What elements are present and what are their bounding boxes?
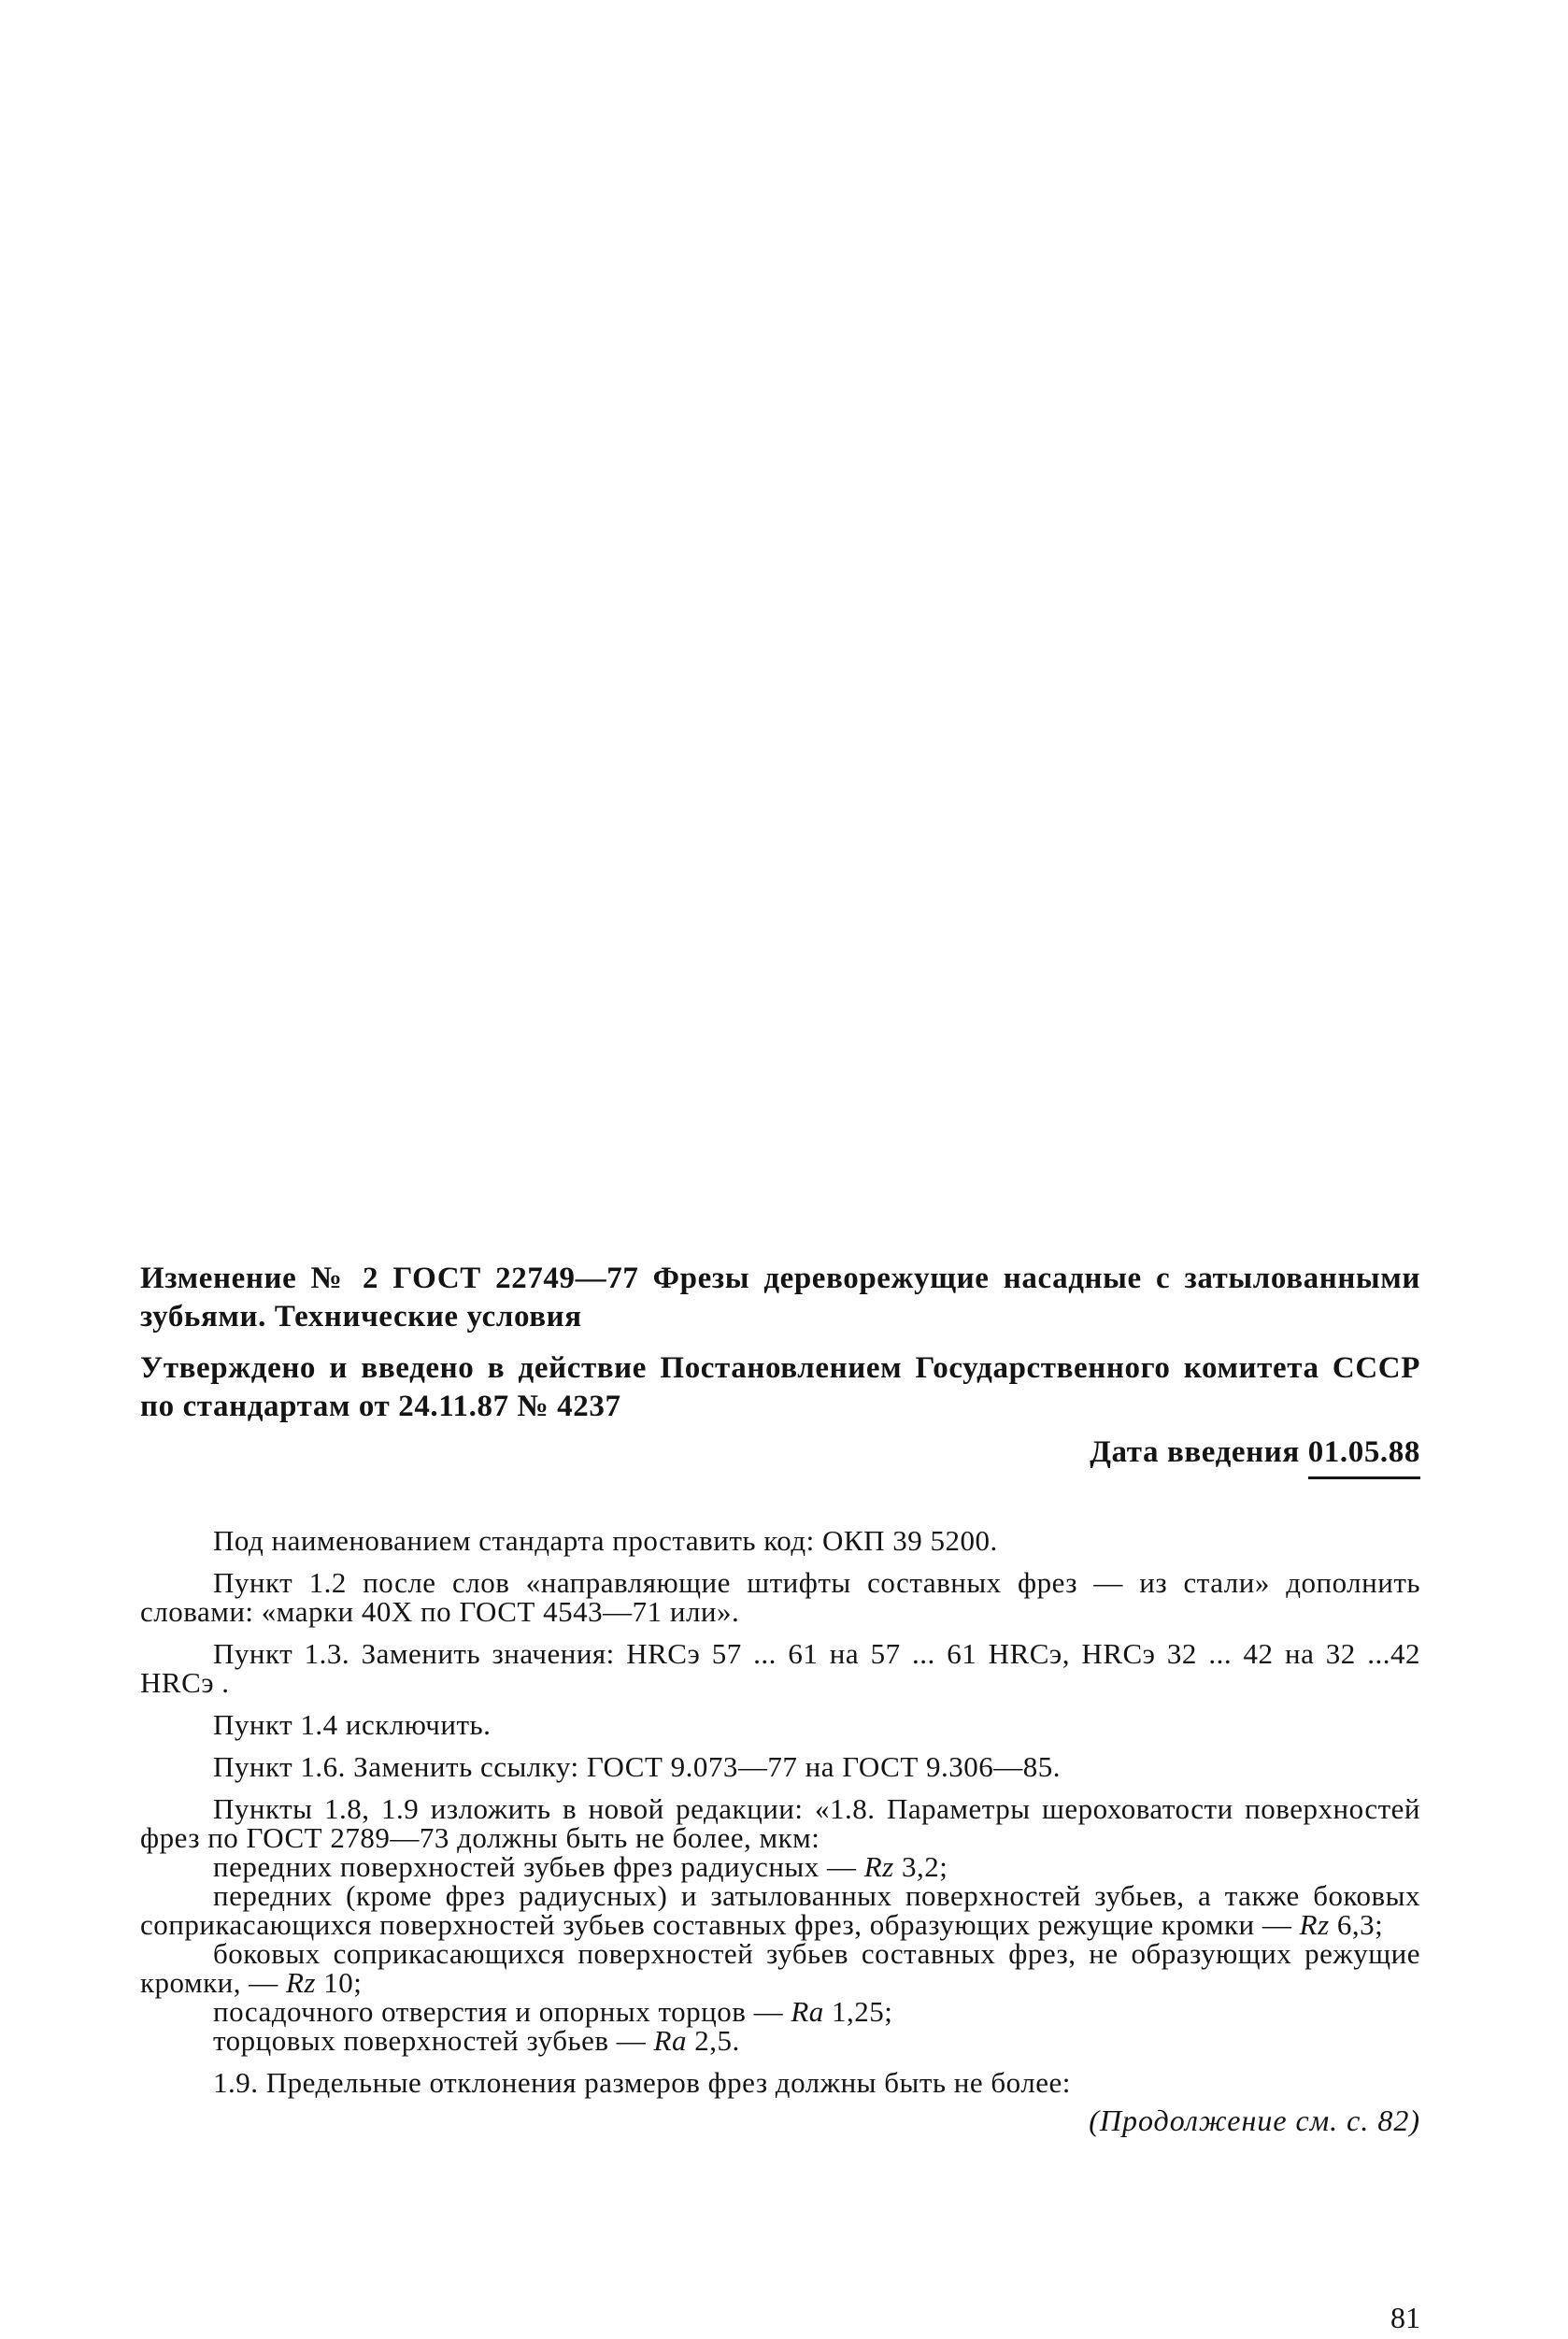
paragraph-1-9: 1.9. Предельные отклонения размеров фрез должны быть не более: [213,2066,1071,2099]
paragraph-1-6: Пункт 1.6. Заменить ссылку: ГОСТ 9.073—77 на ГОСТ 9.306—85. [213,1750,1062,1783]
date-value-wrapper [1308,1433,1420,1477]
roughness-item-text: передних (кроме фрез радиусных) и затылованных поверхностей зубьев, а также боковых соприкасающихся поверхностей зубьев составных фрез, образующих режущие кромки — [140,1879,1420,1941]
roughness-value: 2,5. [686,2024,740,2057]
roughness-item-text: торцовых поверхностей зубьев — [213,2024,654,2057]
roughness-param: Rz [1299,1908,1330,1941]
roughness-item-non-cutting-sides [140,1939,1420,1997]
roughness-item-text: посадочного отверстия и опорных торцов — [213,1995,791,2028]
roughness-value: 3,2; [893,1850,948,1883]
roughness-param: Rz [286,1966,316,1999]
roughness-item-bore [140,1997,1420,2026]
document-content [140,1260,1420,2138]
date-underline [1308,1476,1420,1479]
roughness-param: Rz [863,1850,894,1883]
amendment-body [140,1526,1420,2138]
continuation-note: (Продолжение см. с. 82) [1089,2104,1420,2137]
paragraph-1-3: Пункт 1.3. Заменить значения: HRCэ 57 ... 61 на 57 ... 61 HRCэ, HRCэ 32 ... 42 на 32 ...42 HRCэ . [140,1637,1420,1699]
roughness-value: 1,25; [823,1995,893,2028]
roughness-item-end-faces [140,2026,1420,2055]
page-number: 81 [1390,2301,1420,2334]
roughness-value: 10; [316,1966,363,1999]
date-value: 01.05.88 [1307,1435,1420,1469]
paragraph-okp-code: Под наименованием стандарта проставить код: ОКП 39 5200. [213,1524,998,1557]
roughness-item-text: передних поверхностей зубьев фрез радиусных — [213,1850,864,1883]
roughness-item-text: боковых соприкасающихся поверхностей зубьев составных фрез, не образующих режущие кромки, — [140,1937,1420,1999]
paragraph-1-2: Пункт 1.2 после слов «направляющие штифты составных фрез — из стали» дополнить словами: «марки 40Х по ГОСТ 4543—71 или». [140,1566,1420,1628]
date-label: Дата введения [1090,1435,1300,1469]
amendment-heading: Изменение № 2 ГОСТ 22749—77 Фрезы дереворежущие насадные с затылованными зубьями. Технические условия [140,1262,1420,1334]
roughness-param: Ra [653,2024,687,2057]
roughness-item-cutting-edges [140,1881,1420,1939]
approval-statement: Утверждено и введено в действие Постановлением Государственного комитета СССР по стандартам от 24.11.87 № 4237 [140,1351,1420,1423]
roughness-param: Ra [791,1995,824,2028]
paragraph-1-8-intro: Пункты 1.8, 1.9 изложить в новой редакции: «1.8. Параметры шероховатости поверхностей фрез по ГОСТ 2789—73 должны быть не более, мкм: [140,1792,1420,1854]
roughness-value: 6,3; [1329,1908,1384,1941]
introduction-date [140,1433,1420,1477]
paragraph-1-4: Пункт 1.4 исключить. [213,1708,492,1741]
roughness-item-radial-front [140,1852,1420,1881]
